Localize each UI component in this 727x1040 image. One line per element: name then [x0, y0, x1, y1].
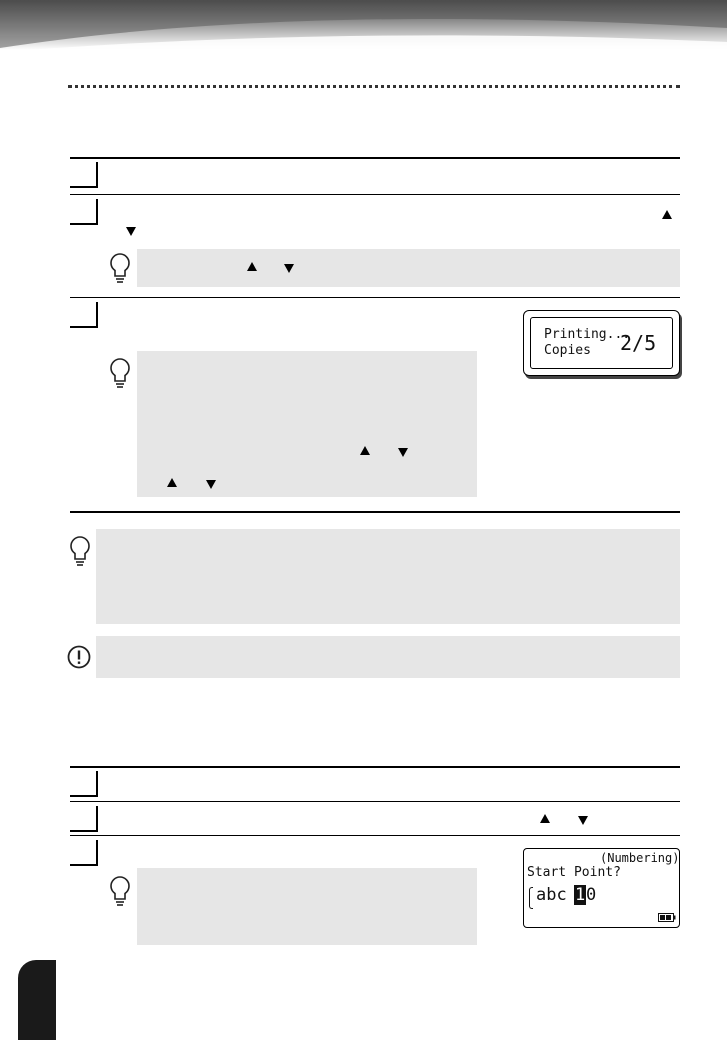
note-box [96, 529, 680, 624]
rule-step1 [70, 194, 680, 195]
lcd-display-copies [523, 310, 680, 376]
lcd-cursor-digit: 1 [575, 885, 586, 905]
rule-step2 [70, 297, 680, 298]
lightbulb-icon [67, 535, 93, 567]
triangle-down-icon [398, 448, 408, 457]
triangle-down-icon [284, 264, 294, 273]
lcd-label: Start Point? [527, 865, 621, 880]
triangle-up-icon [662, 210, 672, 219]
step-box-2 [70, 806, 98, 832]
section-divider-dotted [68, 85, 680, 88]
rule-bottom-section1 [70, 511, 680, 513]
triangle-down-icon [126, 227, 136, 236]
lightbulb-icon [107, 875, 133, 907]
rule-top-section1 [70, 157, 680, 159]
triangle-up-icon [540, 814, 550, 823]
triangle-down-icon [578, 816, 588, 825]
lcd-line2: Copies [544, 343, 591, 358]
lightbulb-icon [107, 357, 133, 389]
step-box-1 [70, 771, 98, 797]
lightbulb-icon [107, 252, 133, 284]
lcd-mode: (Numbering) [600, 851, 680, 865]
lcd-line1: Printing... [544, 327, 631, 342]
lcd-counter: 2/5 [620, 331, 657, 355]
triangle-up-icon [167, 478, 177, 487]
step-box-2 [70, 199, 98, 225]
rule-top-section2 [70, 766, 680, 768]
hint-box-step2 [137, 249, 680, 287]
step-box-3 [70, 840, 98, 866]
lcd-bracket [529, 887, 533, 909]
lcd-text: abc [536, 885, 567, 905]
lcd-digit: 0 [586, 885, 597, 905]
header-swoosh [0, 0, 727, 60]
lcd-display-numbering [523, 848, 680, 928]
rule-s2-step1 [70, 801, 680, 802]
hint-box-step3 [137, 351, 477, 497]
triangle-up-icon [360, 446, 370, 455]
page-tab [18, 960, 56, 1040]
step-box-1 [70, 162, 98, 188]
hint-box-numbering [137, 868, 477, 945]
exclamation-circle-icon [67, 645, 91, 669]
battery-icon [658, 913, 676, 922]
step-box-3 [70, 302, 98, 328]
triangle-down-icon [206, 480, 216, 489]
rule-s2-step2 [70, 835, 680, 836]
triangle-up-icon [247, 262, 257, 271]
caution-box [96, 636, 680, 678]
